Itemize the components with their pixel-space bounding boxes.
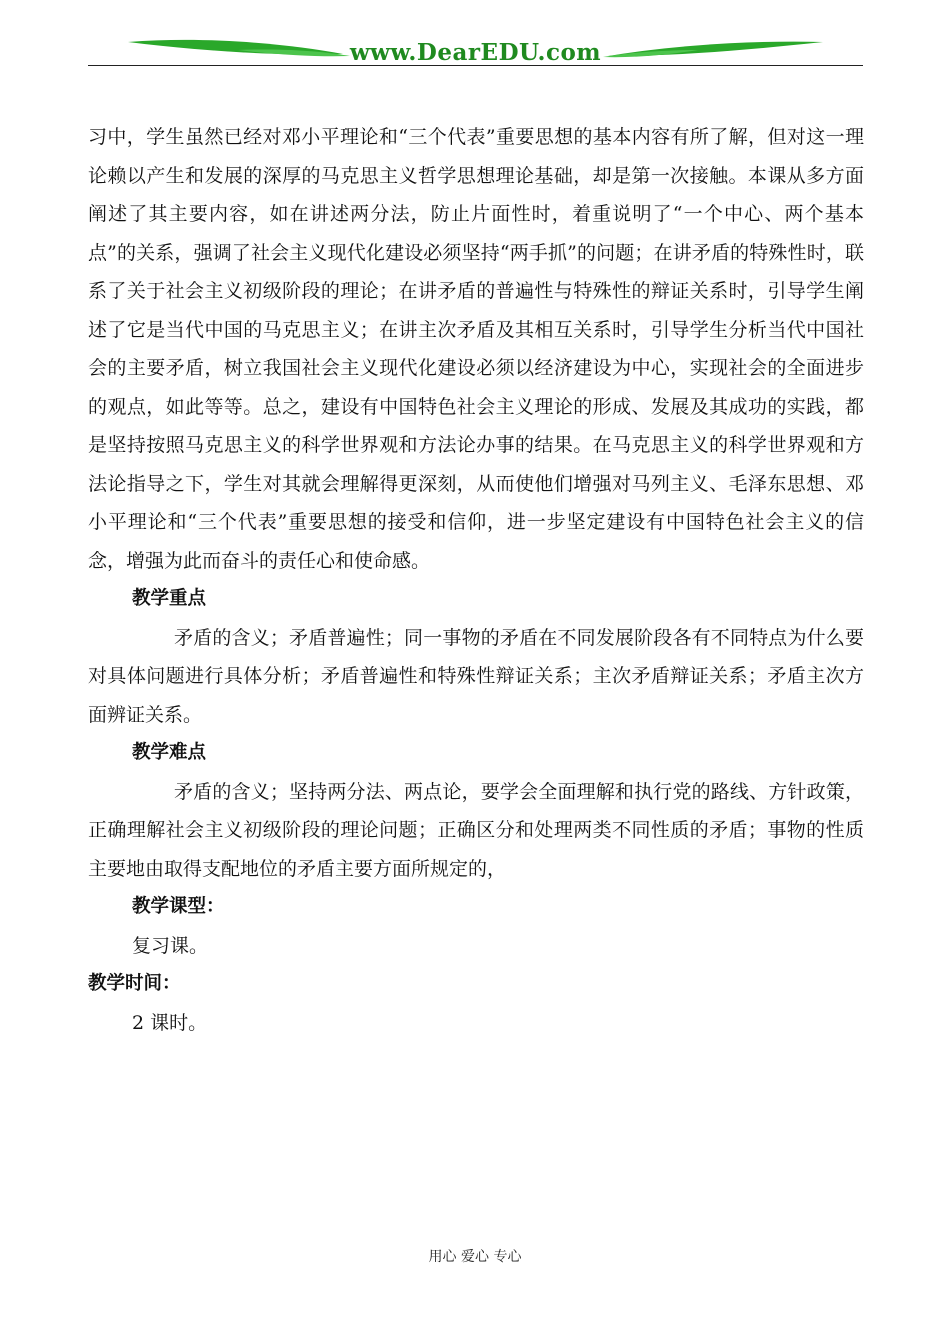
page-header: [88, 30, 863, 70]
intro-paragraph: 习中，学生虽然已经对邓小平理论和“三个代表”重要思想的基本内容有所了解，但对这一理论赖以产生和发展的深厚的马克思主义哲学思想理论基础，却是第一次接触。本课从多方面阐述了其主要内容，如在讲述两分法，防止片面性时，着重说明了“一个中心、两个基本点”的关系，强调了社会主义现代化建设必须坚持“两手抓”的问题；在讲矛盾的特殊性时，联系了关于社会主义初级阶段的理论；在讲矛盾的普遍性与特殊性的辩证关系时，引导学生阐述了它是当代中国的马克思主义；在讲主次矛盾及其相互关系时，引导学生分析当代中国社会的主要矛盾，树立我国社会主义现代化建设必须以经济建设为中心，实现社会的全面进步的观点，如此等等。总之，建设有中国特色社会主义理论的形成、发展及其成功的实践，都是坚持按照马克思主义的科学世界观和方法论办事的结果。在马克思主义的科学世界观和方法论指导之下，学生对其就会理解得更深刻，从而使他们增强对马列主义、毛泽东思想、邓小平理论和“三个代表”重要思想的接受和信仰，进一步坚定建设有中国特色社会主义的信念，增强为此而奋斗的责任心和使命感。: [88, 126, 864, 572]
key-points-paragraph: 矛盾的含义；矛盾普遍性；同一事物的矛盾在不同发展阶段各有不同特点为什么要对具体问题进行具体分析；矛盾普遍性和特殊性辩证关系；主次矛盾辩证关系；矛盾主次方面辨证关系。: [88, 626, 864, 726]
difficulties-paragraph: 矛盾的含义；坚持两分法、两点论，要学会全面理解和执行党的路线、方针政策，正确理解社会主义初级阶段的理论问题；正确区分和处理两类不同性质的矛盾；事物的性质主要地由取得支配地位的矛盾主要方面所规定的，: [88, 780, 864, 880]
page-footer: 用心 爱心 专心: [428, 1249, 522, 1265]
key-points-heading: 教学重点: [132, 588, 207, 609]
time-heading: 教学时间：: [88, 973, 181, 994]
time-text: 2 课时。: [132, 1011, 208, 1034]
lesson-type-text: 复习课。: [132, 934, 209, 957]
lesson-type-heading: 教学课型：: [132, 896, 225, 917]
document-body: [88, 118, 864, 1042]
difficulties-heading: 教学难点: [132, 742, 207, 763]
brand-logo-text: www.DearEDU.com: [349, 39, 602, 66]
header-divider: [88, 65, 863, 66]
